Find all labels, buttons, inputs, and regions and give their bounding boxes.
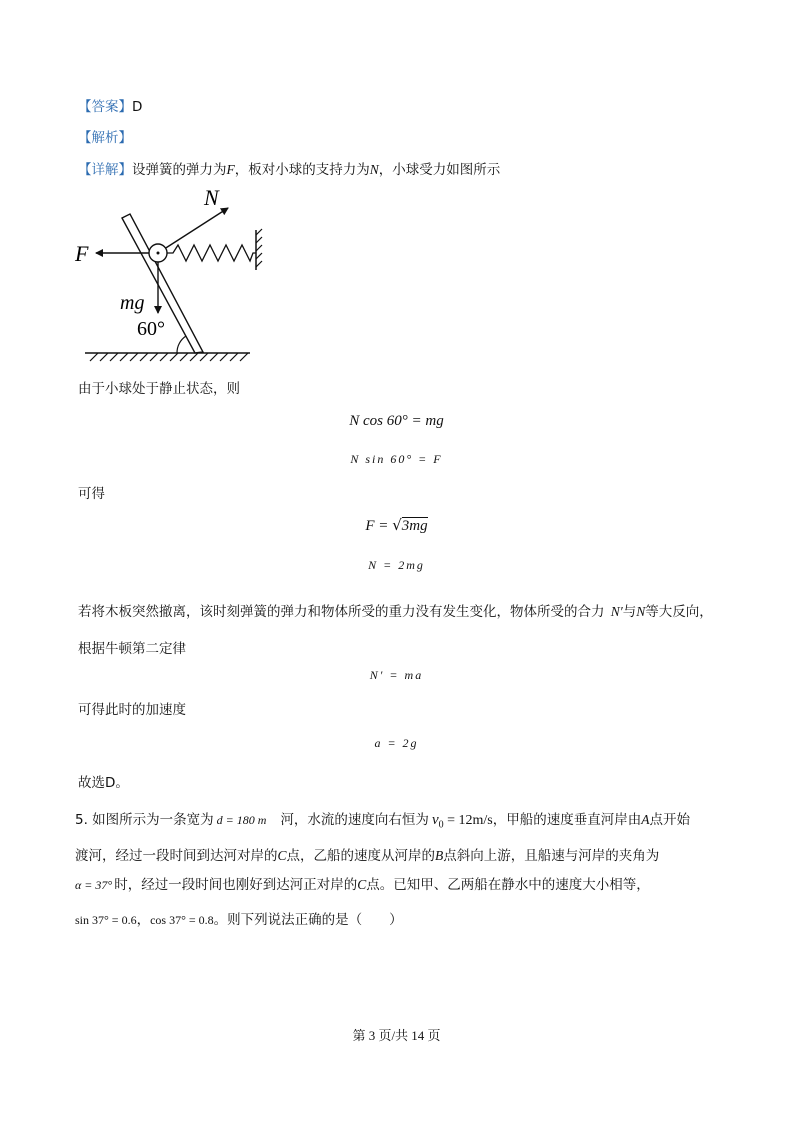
angle-arc [177,336,186,353]
equation-6: a = 2g [374,736,419,750]
detail-F: F [226,162,235,177]
question5-line-4 [75,908,403,928]
q5-l3-C: C [357,877,367,892]
question5-line-1 [75,808,690,831]
q5-l2-c: 点斜向上游，且船速与河岸的夹角为 [443,848,660,864]
q5-l1-A: A [641,812,650,827]
q5-l3-a: 时，经过一段时间也刚好到达河正对岸的 [114,877,358,893]
line-newton: 根据牛顿第二定律 [78,641,186,657]
answer-value: D [132,99,143,115]
q5-l2-C: C [277,848,287,863]
q5-l2-b: 点，乙船的速度从河岸的 [286,848,436,864]
detail-N: N [369,162,379,177]
equation-3-lhs: F = [365,518,393,534]
line-obtain: 可得 [78,486,105,502]
q5-l3-b: 点。已知甲、乙两船在静水中的速度大小相等， [366,877,650,893]
detail-text-2: ，板对小球的支持力为 [234,162,370,178]
equation-4: N = 2mg [368,558,425,572]
sqrt-sign: √ [392,516,402,534]
line-remove-Nprime: N′ [610,604,623,619]
q5-l3-alpha: α = 37° [75,878,113,892]
q5-l4-sep: ， [136,912,151,928]
q5-l1-v-val: = 12m/s [443,813,493,828]
equation-5: N′ = ma [369,668,424,682]
q5-l1-c: ，甲船的速度垂直河岸由 [492,812,642,828]
q5-l4-a: 。则下列说法正确的是（ ） [213,912,403,928]
q5-l2-B: B [435,848,444,863]
ground-hatch [90,353,248,361]
detail-line [78,158,500,178]
question5-line-2 [75,844,659,864]
q5-l1-v: v [431,812,439,828]
equation-2: N sin 60° = F [350,452,443,466]
label-N: N [204,185,219,210]
line-remove-N: N [636,604,646,619]
q5-l4-sin: sin 37° = 0.6 [75,913,137,927]
equation-3-rhs: 3mg [401,518,428,534]
line-accel: 可得此时的加速度 [78,702,186,718]
label-mg: mg [120,292,145,314]
wall-hatch [256,229,262,267]
spring [167,245,256,261]
line-remove-2: 与 [622,604,637,620]
detail-text-1: 设弹簧的弹力为 [132,162,227,178]
ball-center [157,252,160,255]
q5-l2-a: 渡河，经过一段时间到达河对岸的 [75,848,278,864]
detail-text-3: ，小球受力如图所示 [378,162,501,178]
label-F: F [75,241,89,266]
analysis-tag: 【解析】 [78,130,132,146]
line-remove-3: 等大反向， [645,604,713,620]
label-angle: 60° [137,318,165,340]
question5-line-3 [75,873,650,893]
line-remove-1: 若将木板突然撤离，该时刻弹簧的弹力和物体所受的重力没有发生变化，物体所受的合力 [78,604,605,620]
equation-1: N cos 60° = mg [349,413,444,429]
detail-tag: 【详解】 [78,162,132,178]
force-diagram [70,183,270,368]
q5-l1-d2: 点开始 [649,812,690,828]
analysis-line [78,126,132,146]
q5-l4-cos: cos 37° = 0.8 [150,913,214,927]
q5-l1-b: 河，水流的速度向右恒为 [280,812,429,828]
answer-tag: 【答案】 [78,99,132,115]
q5-l1-v-sub: 0 [438,819,444,831]
q5-l1-a: 5. 如图所示为一条宽为 [75,812,214,828]
q5-l1-d: d = 180 m [216,813,267,827]
answer-line [78,95,142,115]
line-remove [78,600,713,620]
line-choose: 故选D。 [78,775,129,791]
equation-3 [0,516,793,535]
line-static: 由于小球处于静止状态，则 [78,381,240,397]
page-footer: 第 3 页/共 14 页 [352,1028,441,1043]
